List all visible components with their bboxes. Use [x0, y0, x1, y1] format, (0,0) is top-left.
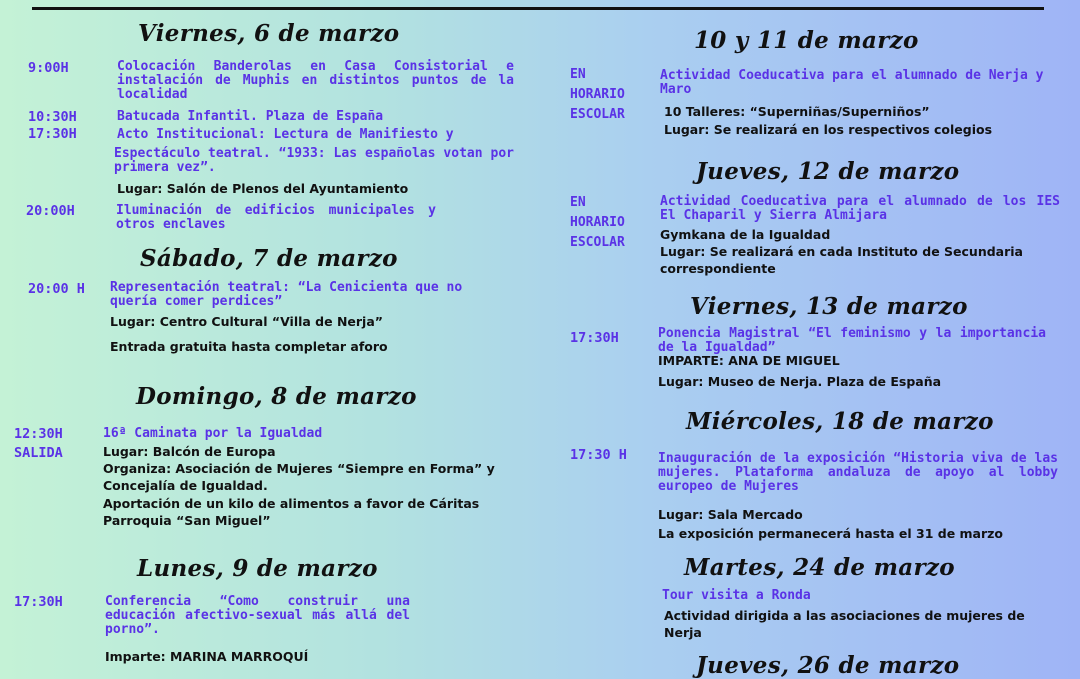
event-title: Inauguración de la exposición “Historia viva de las mujeres. Plataforma andaluza de apoyo al lobby europeo de Mujeres	[658, 451, 1058, 494]
event-time: 20:00 H	[28, 281, 85, 297]
event-title: Iluminación de edificios municipales y otros enclaves	[116, 203, 436, 232]
event-venue: Lugar: Balcón de Europa	[103, 444, 276, 459]
event-title: Acto Institucional: Lectura de Manifiesto y	[117, 127, 454, 142]
schedule-label: ESCOLAR	[570, 107, 625, 122]
day-heading-jueves-26: Jueves, 26 de marzo	[696, 652, 960, 679]
event-note: Entrada gratuita hasta completar aforo	[110, 339, 388, 354]
event-venue: Lugar: Sala Mercado	[658, 507, 803, 522]
event-time: 17:30 H	[570, 447, 627, 463]
event-note: Aportación de un kilo de alimentos a favor de Cáritas Parroquia “San Miguel”	[103, 496, 480, 528]
schedule-label: HORARIO	[570, 215, 625, 230]
event-time: 17:30H	[570, 330, 619, 346]
event-venue: Lugar: Museo de Nerja. Plaza de España	[658, 374, 942, 389]
day-heading-viernes-13: Viernes, 13 de marzo	[690, 293, 968, 320]
day-heading-miercoles-18: Miércoles, 18 de marzo	[686, 408, 994, 435]
event-time: 20:00H	[26, 203, 75, 219]
event-venue: Lugar: Se realizará en cada Instituto de Secundaria correspondiente	[660, 244, 1023, 276]
event-title: Actividad Coeducativa para el alumnado de Nerja y Maro	[660, 68, 1044, 97]
event-title: Actividad Coeducativa para el alumnado de los IES El Chaparil y Sierra Almijara	[660, 194, 1060, 223]
event-time-label: SALIDA	[14, 445, 63, 461]
event-time: 17:30H	[28, 126, 77, 142]
event-venue: Lugar: Salón de Plenos del Ayuntamiento	[117, 181, 409, 196]
event-organizer: Organiza: Asociación de Mujeres “Siempre en Forma” y Concejalía de Igualdad.	[103, 461, 495, 493]
top-divider	[32, 7, 1044, 10]
event-title: Colocación Banderolas en Casa Consistorial e instalación de Muphis en distintos puntos de la localidad	[117, 59, 514, 102]
schedule-label: ESCOLAR	[570, 235, 625, 250]
event-time: 12:30H	[14, 426, 63, 442]
event-time: 17:30H	[14, 594, 63, 610]
event-title: Tour visita a Ronda	[662, 588, 811, 603]
event-time: 9:00H	[28, 60, 69, 76]
event-activity: Gymkana de la Igualdad	[660, 227, 831, 242]
day-heading-jueves-12: Jueves, 12 de marzo	[696, 158, 960, 185]
schedule-label: HORARIO	[570, 87, 625, 102]
event-title: Ponencia Magistral “El feminismo y la importancia de la Igualdad”	[658, 326, 1046, 355]
day-heading-domingo-8: Domingo, 8 de marzo	[136, 383, 417, 410]
event-title-cont: Espectáculo teatral. “1933: Las españolas votan por primera vez”.	[114, 146, 514, 175]
schedule-label: EN	[570, 67, 586, 82]
day-heading-sabado-7: Sábado, 7 de marzo	[140, 245, 398, 272]
event-time: 10:30H	[28, 109, 77, 125]
event-note: La exposición permanecerá hasta el 31 de marzo	[658, 526, 1004, 541]
event-speaker: Imparte: MARINA MARROQUÍ	[105, 649, 309, 664]
schedule-label: EN	[570, 195, 586, 210]
event-venue: Lugar: Centro Cultural “Villa de Nerja”	[110, 314, 383, 329]
event-title: Representación teatral: “La Cenicienta que no quería comer perdices”	[110, 280, 463, 309]
event-title: Conferencia “Como construir una educación afectivo-sexual más allá del porno”.	[105, 594, 410, 637]
event-note: Actividad dirigida a las asociaciones de mujeres de Nerja	[664, 608, 1025, 640]
day-heading-10-11: 10 y 11 de marzo	[694, 27, 919, 54]
event-workshops: 10 Talleres: “Superniñas/Superniños”	[664, 104, 930, 119]
event-title: Batucada Infantil. Plaza de España	[117, 109, 384, 124]
event-title: 16ª Caminata por la Igualdad	[103, 426, 323, 441]
day-heading-martes-24: Martes, 24 de marzo	[684, 554, 955, 581]
day-heading-lunes-9: Lunes, 9 de marzo	[137, 555, 378, 582]
day-heading-viernes-6: Viernes, 6 de marzo	[138, 20, 400, 47]
event-venue: Lugar: Se realizará en los respectivos colegios	[664, 122, 993, 137]
event-speaker: IMPARTE: ANA DE MIGUEL	[658, 353, 840, 368]
